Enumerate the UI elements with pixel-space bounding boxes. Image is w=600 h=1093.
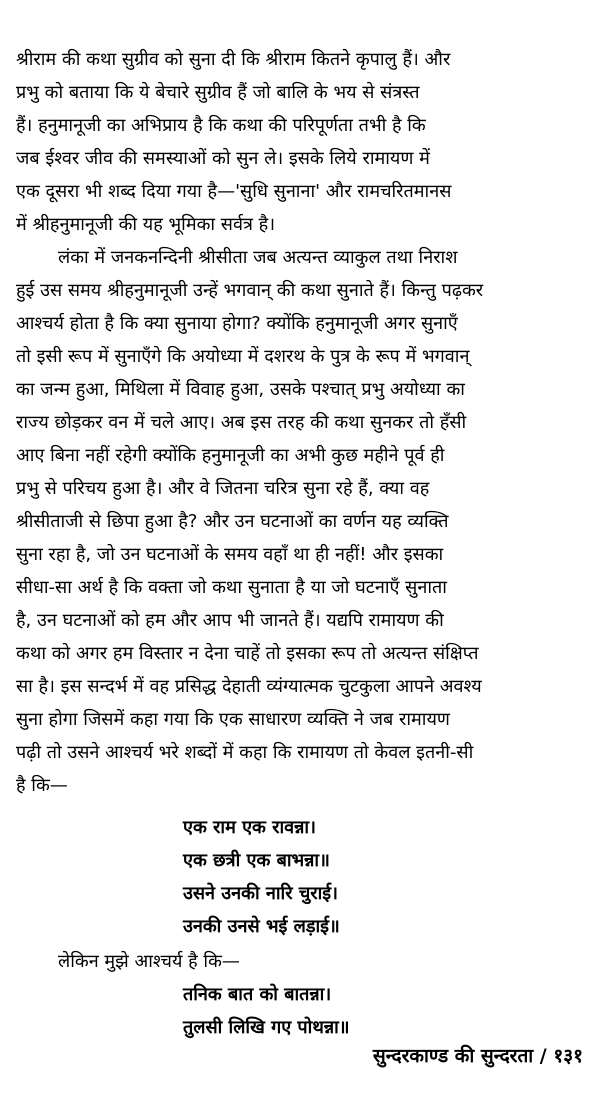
paragraph-2-line-7: आए बिना नहीं रहेगी क्योंकि हनुमानूजी का अभी कुछ महीने पूर्व ही [16, 445, 445, 466]
paragraph-2-line-3: आश्चर्य होता है कि क्या सुनाया होगा? क्योंकि हनुमानूजी अगर सुनाएँ [16, 313, 458, 334]
paragraph-1-line-3: हैं। हनुमानूजी का अभिप्राय है कि कथा की परिपूर्णता तभी है कि [16, 115, 426, 136]
paragraph-2-line-17: है कि— [16, 775, 68, 796]
paragraph-1-line-1: श्रीराम की कथा सुग्रीव को सुना दी कि श्रीराम कितने कृपालु हैं। और [16, 49, 451, 70]
paragraph-2-line-2: हुई उस समय श्रीहनुमानूजी उन्हें भगवान् की कथा सुनाते हैं। किन्तु पढ़कर [16, 280, 484, 301]
paragraph-2-line-6: राज्य छोड़कर वन में चले आए। अब इस तरह की कथा सुनकर तो हँसी [16, 412, 467, 433]
connector-line: लेकिन मुझे आश्चर्य है कि— [58, 951, 240, 972]
paragraph-1-line-2: प्रभु को बताया कि ये बेचारे सुग्रीव हैं जो बालि के भय से संत्रस्त [16, 82, 420, 103]
verse-1-line-3: उसने उनकी नारि चुराई। [183, 883, 338, 904]
paragraph-1-line-5: एक दूसरा भी शब्द दिया गया है—'सुधि सुनाना' और रामचरितमानस [16, 181, 452, 202]
paragraph-2-line-13: कथा को अगर हम विस्तार न देना चाहें तो इसका रूप तो अत्यन्त संक्षिप्त [16, 643, 479, 664]
paragraph-2-line-11: सीधा-सा अर्थ है कि वक्ता जो कथा सुनाता है या जो घटनाएँ सुनाता [16, 577, 447, 598]
verse-1-line-4: उनकी उनसे भई लड़ाई॥ [183, 916, 340, 937]
verse-1-line-2: एक छत्री एक बाभन्ना॥ [183, 850, 330, 871]
paragraph-2-line-12: है, उन घटनाओं को हम और आप भी जानते हैं। यद्यपि रामायण की [16, 610, 444, 631]
paragraph-2-line-15: सुना होगा जिसमें कहा गया कि एक साधारण व्यक्ति ने जब रामायण [16, 709, 450, 730]
paragraph-2-line-5: का जन्म हुआ, मिथिला में विवाह हुआ, उसके पश्चात् प्रभु अयोध्या का [16, 379, 465, 400]
page-footer: सुन्दरकाण्ड की सुन्दरता / १३१ [372, 1045, 583, 1067]
paragraph-2-line-8: प्रभु से परिचय हुआ है। और वे जितना चरित्र सुना रहे हैं, क्या वह [16, 478, 430, 499]
paragraph-2-line-4: तो इसी रूप में सुनाएँगे कि अयोध्या में दशरथ के पुत्र के रूप में भगवान् [16, 346, 470, 367]
verse-2-line-1: तनिक बात को बातन्ना। [183, 984, 332, 1005]
verse-1-line-1: एक राम एक रावन्ना। [183, 817, 316, 838]
paragraph-2-line-10: सुना रहा है, जो उन घटनाओं के समय वहाँ था ही नहीं! और इसका [16, 544, 444, 565]
paragraph-1-line-4: जब ईश्वर जीव की समस्याओं को सुन ले। इसके लिये रामायण में [16, 148, 430, 169]
paragraph-2-line-9: श्रीसीताजी से छिपा हुआ है? और उन घटनाओं का वर्णन यह व्यक्ति [16, 511, 449, 532]
paragraph-2-line-14: सा है। इस सन्दर्भ में वह प्रसिद्ध देहाती व्यंग्यात्मक चुटकुला आपने अवश्य [16, 676, 482, 697]
verse-2-line-2: तुलसी लिखि गए पोथन्ना॥ [183, 1017, 350, 1038]
paragraph-1-line-6: में श्रीहनुमानूजी की यह भूमिका सर्वत्र है। [16, 214, 276, 235]
paragraph-2-line-16: पढ़ी तो उसने आश्चर्य भरे शब्दों में कहा कि रामायण तो केवल इतनी-सी [16, 742, 474, 763]
paragraph-2-line-1: लंका में जनकनन्दिनी श्रीसीता जब अत्यन्त व्याकुल तथा निराश [58, 247, 458, 268]
